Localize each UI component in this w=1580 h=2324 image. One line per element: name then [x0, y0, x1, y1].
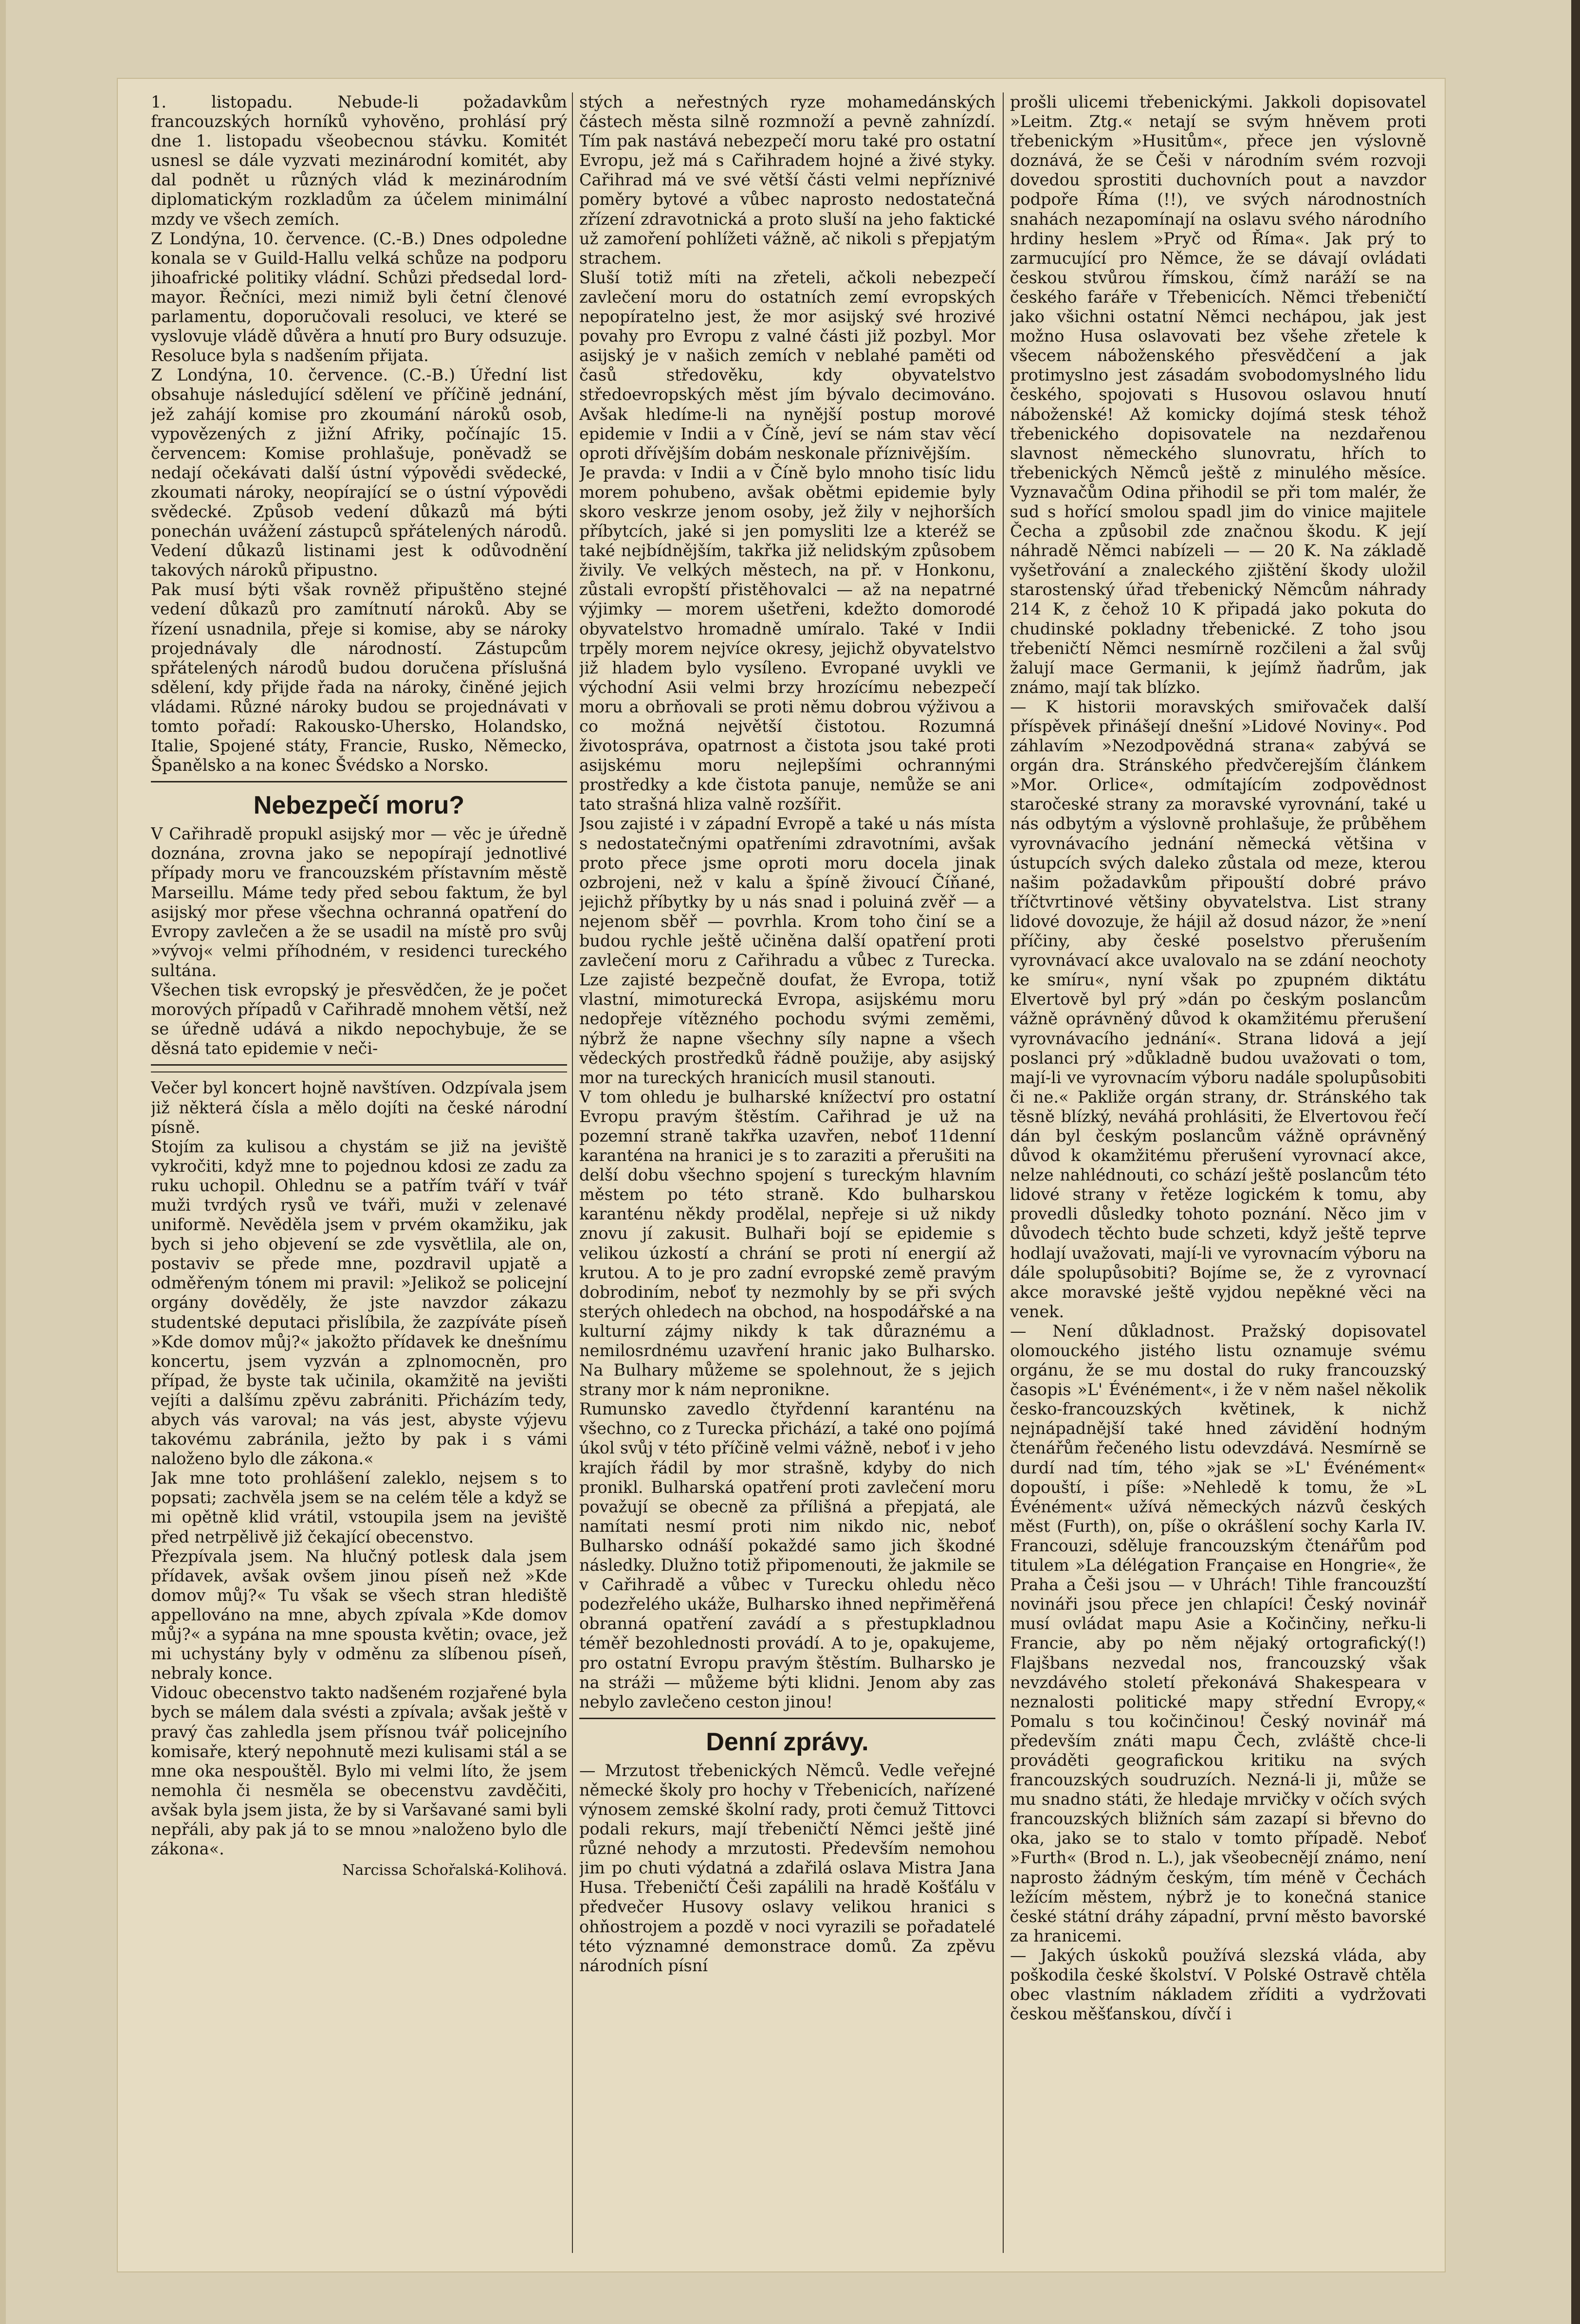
- column-1: [151, 92, 567, 1880]
- paragraph: Pak musí býti však rovněž připuštěno stejné vedení důkazů pro zamítnutí nároků. Aby se řízení usnadnila, přeje si komise, aby se nároky projednávaly dle národností. Zástupcům spřátelených národů budou doručena příslušná sdělení, kdy přijde řada na nároky, činěné jejich vládami. Různé nároky budou se projednávati v tomto pořadí: Rakousko-Uhersko, Holandsko, Italie, Spojené státy, Francie, Rusko, Německo, Španělsko a na konec Švédsko a Norsko.: [151, 580, 567, 775]
- column-rule: [1003, 92, 1004, 2253]
- section-divider: [579, 1718, 995, 1719]
- section-divider: [151, 1064, 567, 1066]
- paragraph: — Mrzutost třebenických Němců. Vedle veřejné německé školy pro hochy v Třebenicích, nařízené výnosem zemské školní rady, proti čemuž Tittovci podali rekurs, mají třebeničtí Němci ještě jiné různé nehody a mrzutosti. Především nemohou jim po chuti výdatná a zdařilá oslava Mistra Jana Husa. Třebeničtí Češi zapálili na hradě Košťálu v předvečer Husovy oslavy velikou hranici s ohňostrojem a pozdě v noci vyrazili se pořadatelé této významné demonstrace domů. Za zpěvu národních písní: [579, 1761, 995, 1975]
- paragraph: 1. listopadu. Nebude-li požadavkům francouzských horníků vyhověno, prohlásí prý dne 1. listopadu všeobecnou stávku. Komitét usnesl se dále vyzvati mezinárodní komitét, aby dal podnět u různých vlád k mezinárodním diplomatickým rozkladům za účelem minimální mzdy ve všech zemích.: [151, 92, 567, 229]
- article-headline: Nebezpečí moru?: [253, 791, 465, 820]
- paragraph: Z Londýna, 10. července. (C.-B.) Dnes odpoledne konala se v Guild-Hallu velká schůze na podporu jihoafrické politiky vládní. Schůzi předsedal lord-mayor. Řečníci, mezi nimiž byli četní členové parlamentu, doporučovali resoluci, ve které se vyslovuje vládě důvěra a hnutí pro Bury odsuzuje. Resoluce byla s nadšením přijata.: [151, 229, 567, 365]
- paragraph: Jsou zajisté i v západní Evropě a také u nás místa s nedostatečnými opatřeními zdravotními, avšak proto přece jsme oproti moru docela jinak ozbrojeni, než v kalu a špíně živoucí Číňané, jejichž příbytky by u nás snad i poluiná zvěř — a nejenom sběř — povrhla. Krom toho činí se a budou rychle ještě učiněna další opatření proti zavlečení moru z Cařihradu a vůbec z Turecka. Lze zajisté bezpečně doufat, že Evropa, totiž vlastní, mimoturecká Evropa, asijskému moru nedopřeje vítězného pochodu svými zeměmi, nýbrž že napne všechny síly napne a všech vědeckých prostředků řádně použije, aby asijský mor na tureckých hranicích musil stanouti.: [579, 814, 995, 1087]
- page-left-edge: [0, 0, 6, 2324]
- paragraph: V Cařihradě propukl asijský mor — věc je úředně doznána, zrovna jako se nepopírají jednotlivé případy moru ve francouzském přístavním městě Marseillu. Máme tedy před sebou faktum, že byl asijský mor přese všechna ochranná opatření do Evropy zavlečen a že se usadil na místě pro svůj »vývoj« velmi příhodném, v residenci tureckého sultána.: [151, 824, 567, 980]
- column-3: [1010, 92, 1426, 2024]
- paragraph: Přezpívala jsem. Na hlučný potlesk dala jsem přídavek, avšak ovšem jinou píseň než »Kde domov můj?« Tu však se všech stran hlediště appellováno na mne, abych zpívala »Kde domov můj?« a sypána na mne spousta květin; ovace, jež mi uchystány byly v odměnu za slíbenou píseň, nebraly konce.: [151, 1546, 567, 1683]
- paragraph: Všechen tisk evropský je přesvědčen, že je počet morových případů v Cařihradě mnohem větší, než se úředně udává a nikdo nepochybuje, že se děsná tato epidemie v neči-: [151, 980, 567, 1058]
- author-signature: Narcissa Schořalská-Kolihová.: [342, 1862, 567, 1879]
- paragraph: Vidouc obecenstvo takto nadšeném rozjařené byla bych se málem dala svésti a zpívala; avšak ještě v pravý čas zahledla jsem přísnou tvář policejního komisaře, který nepohnutě mezi kulisami stál a se mne oka nespouštěl. Bylo mi velmi líto, že jsem nemohla či nesměla se obecenstvu zavděčiti, avšak byla jsem jista, že by si Varšavané sami byli nepřáli, aby pak já to se mnou »naloženo bylo dle zákona«.: [151, 1683, 567, 1859]
- paragraph: Jak mne toto prohlášení zaleklo, nejsem s to popsati; zachvěla jsem se na celém těle a když se mi opětně klid vrátil, vstoupila jsem na jeviště před netrpělivě již čekající obecenstvo.: [151, 1469, 567, 1546]
- paragraph: Stojím za kulisou a chystám se již na jeviště vykročiti, když mne to pojednou kdosi ze zadu za ruku uchopil. Ohlednu se a patřím tváří v tvář muži tvrdých rysů ve tváři, muži v zelenavé uniformě. Nevěděla jsem v prvém okamžiku, jak bych si jeho objevení se zde vysvětlila, ale on, postaviv se přede mne, pozdravil upjatě a odměřeným tónem mi pravil: »Jelikož se policejní orgány dověděly, že jste navzdor zákazu studentské deputaci přislíbila, že zazpíváte píseň »Kde domov můj?« jakožto přídavek ke dnešnímu koncertu, jsem vyzván a zplnomocněn, pro případ, že byste tak učinila, okamžitě na jevišti vejíti a dalšímu zpěvu zabrániti. Přicházím tedy, abych vás varoval; na vás jest, abyste výjevu takovému zabránila, ježto by pak i s vámi naloženo bylo dle zákona.«: [151, 1137, 567, 1469]
- column-2: [579, 92, 995, 1976]
- paragraph: V tom ohledu je bulharské knížectví pro ostatní Evropu pravým štěstím. Cařihrad je už na pozemní straně takřka uzavřen, neboť 11denní karanténa na hranici je s to zaraziti a přerušiti na delší dobu všechno spojení s tureckým hlavním městem po této straně. Kdo bulharskou karanténu někdy prodělal, nepřeje si už nikdy znovu jí zakusit. Bulhaři bojí se epidemie s velikou úzkostí a chrání se proti ní energií až krutou. A to je pro zadní evropské země pravým dobrodiním, neboť ty nezmohly by se při svých sterých ohledech na obchod, na hospodářské a na kulturní zájmy nikdy k tak důraznému a nemilosrdnému uzavření hranic jako Bulharsko. Na Bulhary můžeme se spolehnout, že s jejich strany mor k nám nepronikne.: [579, 1087, 995, 1399]
- newspaper-page: [117, 78, 1446, 2272]
- paragraph: Z Londýna, 10. července. (C.-B.) Úřední list obsahuje následující sdělení ve příčině jednání, jež zahájí komise pro zkoumání nároků osob, vypovězených z jižní Afriky, počínajíc 15. červencem: Komise prohlašuje, poněvadž se nedají očekávati další ústní výpovědi svědecké, zkoumati nároky, neopírající se o ústní výpovědi svědecké. Způsob vedení důkazů má býti ponechán uvážení zástupců spřátelených národů. Vedení důkazů listinami jest k odůvodnění takových nároků připustno.: [151, 365, 567, 580]
- page-right-edge: [1571, 0, 1580, 2324]
- paragraph: Je pravda: v Indii a v Číně bylo mnoho tisíc lidu morem pohubeno, avšak obětmi epidemie byly skoro veskrze jenom osoby, jež žily v nejhorších příbytcích, jaké si jen pomysliti lze a kteréž se také nejbídnějším, takřka již nelidským způsobem živily. Ve velkých městech, na př. v Honkonu, zůstali evropští přistěhovalci — až na nepatrné výjimky — morem ušetřeni, kdežto domorodé obyvatelstvo hromadně umíralo. Také v Indii trpěly morem nejvíce okresy, jejichž obyvatelstvo již hladem bylo vysíleno. Evropané uvykli ve východní Asii velmi brzy hrozícímu nebezpečí moru a obrňovali se proti němu dobrou výživou a co možná největší čistotou. Rozumná životospráva, opatrnost a čistota jsou také proti asijskému moru nejlepšími ochrannými prostředky a kde čistota panuje, nemůže se ani tato strašná hliza valně rozšířit.: [579, 463, 995, 814]
- paragraph: — K historii moravských smiřovaček další příspěvek přinášejí dnešní »Lidové Noviny«. Pod záhlavím »Nezodpovědná strana« zabývá se orgán dra. Stránského předvčerejším článkem »Mor. Orlice«, odmítajícím zodpovědnost staročeské strany za moravské vyrovnání, také u nás odbytým a výslovně prohlašuje, že průběhem vyrovnávacího jednání německá většina v ústupcích svých daleko zůstala od meze, kterou našim požadavkům připouští dobré právo tříčtvrtinové většiny obyvatelstva. List strany lidové dovozuje, že hájil až dosud názor, že »není příčiny, aby české poselstvo přerušením vyrovnávací akce uvalovalo na se zdání neochoty ke smíru«, nyní však po zpupném diktátu Elvertově byl prý »dán po českým poslancům vážně oprávněný důvod k okamžitému přerušení vyrovnávacího jednání«. Strana lidová a její poslanci prý »důkladně budou uvažovati o tom, mají-li ve vyrovnacím výboru nadále spolupůsobiti či ne.« Pakliže orgán strany, dr. Stránského tak těsně blízký, neváhá prohlásiti, že Elvertovou řečí dán byl českým poslancům vážně oprávněný důvod k okamžitému přerušení vyrovnací akce, nelze nahlédnouti, co schází ještě poslancům této lidové strany v řetěze logickém k tomu, aby provedli důsledky tohoto poznání. Něco jim v důvodech těchto bude schzeti, když ještě teprve hodlají uvažovati, mají-li ve vyrovnacím výboru na dále spolupůsobiti? Bojíme se, že z vyrovnací akce moravské ještě vyjdou nepěkné věci na venek.: [1010, 697, 1426, 1321]
- paragraph: Rumunsko zavedlo čtyřdenní karanténu na všechno, co z Turecka přichází, a také ono pojímá úkol svůj v této příčině velmi vážně, neboť i v jeho krajích řádil by mor strašně, kdyby do nich pronikl. Bulharská opatření proti zavlečení moru považují se obecně za přílišná a přepjatá, ale namítati nesmí proti nim nikdo nic, neboť Bulharsko odnáší pokaždé samo jich škodné následky. Dlužno totiž připomenouti, že jakmile se v Cařihradě a vůbec v Turecku ohledu něco podezřelého ukáže, Bulharsko ihned nepřiměřená obranná opatření zavádí a s přestupkladnou téměř bezohlednosti provádí. A to je, opakujeme, pro ostatní Evropu pravým štěstím. Bulharsko je na stráži — můžeme býti klidni. Jenom aby zas nebylo zavlečeno ceston jinou!: [579, 1399, 995, 1711]
- paragraph: Sluší totiž míti na zřeteli, ačkoli nebezpečí zavlečení moru do ostatních zemí evropských nepopíratelno jest, že mor asijský své hrozivé povahy pro Evropu z valné části již pozbyl. Mor asijský je v našich zemích v neblahé paměti od časů středověku, kdy obyvatelstvo středoevropských měst jím bývalo decimováno. Avšak hledíme-li na nynější postup morové epidemie v Indii a v Číně, jeví se nám stav věcí oproti dřívějším dobám neskonale příznivějším.: [579, 268, 995, 463]
- paragraph: — Není důkladnost. Pražský dopisovatel olomouckého jistého listu oznamuje svému orgánu, že se mu dostal do ruky francouzský časopis »L' Événément«, i že v něm našel několik česko-francouzských květinek, k nichž nejnápadnější také hned závidění hodným čtenářům řečeného listu odevzdává. Nesmírně se durdí nad tím, tého »jak se »L' Événément« dopouští, i píše: »Nehledě k tomu, že »L Événément« užívá německých názvů českých měst (Furth), on, píše o okrášlení sochy Karla IV. Francouzi, sděluje francouzským čtenářům pod titulem »La délégation Française en Hongrie«, že Praha a Češi jsou — v Uhrách! Tihle francouzští novináři jsou přece jen chlapíci! Český novinář musí ovládat mapu Asie a Kočinčiny, neřku-li Francie, aby po něm nějaký ortografický(!) Flajšbans nezvedal nos, francouzský však nevzdávého století překonává Shakespeara v neznalosti politické mapy střední Evropy,« Pomalu s tou kočinčinou! Český novinář má především znáti mapu Čech, zvláště chce-li prováděti geografickou kritiku na svých francouzských soudruzích. Nezná-li ji, může se mu snadno státi, že hledaje mrvičky v očích svých francouzských bližních sám zazapí si břevno do oka, jako se to stalo v tomto případě. Neboť »Furth« (Brod n. L.), jak všeobecnějí známo, není naprosto žádným českým, tím méně v Čechách ležícím městem, nýbrž je to konečná stanice české státní dráhy západní, první město bavorské za hranicemi.: [1010, 1321, 1426, 1945]
- section-divider: [151, 1071, 567, 1072]
- section-headline: Denní zprávy.: [706, 1727, 869, 1756]
- paragraph: prošli ulicemi třebenickými. Jakkoli dopisovatel »Leitm. Ztg.« netají se svým hněvem proti třebenickým »Husitům«, přece jen výslovně doznává, že se Češi v národním svém rozvoji dovedou sprostiti duchovních pout a navzdor podpoře Říma (!!), ve svých národnostních snahách nezapomínají na oslavu svého národního hrdiny heslem »Pryč od Říma«. Jak prý to zarmucující pro Němce, že se dávají ovládati českou stvůrou římskou, čímž naráží se na českého faráře v Třebenicích. Němci třebeničtí jako všichni ostatní Němci nechápou, jak jest možno Husa oslavovati bez všehe zřetele k všecem náboženského přesvědčení a jak protimyslno jest zásadám svobodomyslného lidu českého, spojovati s Husovou oslavou hnutí náboženské! Až komicky dojímá stesk téhož třebenického dopisovatele na nezdařenou slavnost německého slunovratu, hřích to třebenických Němců ještě z minulého měsíce. Vyznavačům Odina přihodil se při tom malér, že sud s hořící smolou spadl jim do vinice majitele Čecha a způsobil zde značnou škodu. K její náhradě Němci nabízeli — — 20 K. Na základě vyšetřování a znaleckého zjištění škody uložil starostenský úřad třebenický Němcům náhrady 214 K, z čehož 10 K připadá jako pokuta do chudinské pokladny třebenické. Z toho jsou třebeničtí Němci nesmírně rozčileni a žal svůj žalují mace Germanii, k jejímž ňadrům, jak známo, mají tak blízko.: [1010, 92, 1426, 697]
- paragraph: stých a neřestných ryze mohamedánských částech města silně rozmnoží a pevně zahnízdí. Tím pak nastává nebezpečí moru také pro ostatní Evropu, jež má s Cařihradem hojné a živé styky. Cařihrad má ve své větší části velmi nepříznivé poměry bytové a vůbec naprosto nedostatečná zřízení zdravotnická a proto sluší na jeho faktické už zamoření pohlížeti vážně, ač nikoli s přepjatým strachem.: [579, 92, 995, 268]
- section-divider: [151, 781, 567, 782]
- paragraph: Večer byl koncert hojně navštíven. Odzpívala jsem již některá čísla a mělo dojíti na české národní písně.: [151, 1078, 567, 1137]
- column-rule: [572, 92, 573, 2253]
- paragraph: — Jakých úskoků používá slezská vláda, aby poškodila české školství. V Polské Ostravě chtěla obec vlastním nákladem zříditi a vydržovati českou měšťanskou, dívčí i: [1010, 1945, 1426, 2024]
